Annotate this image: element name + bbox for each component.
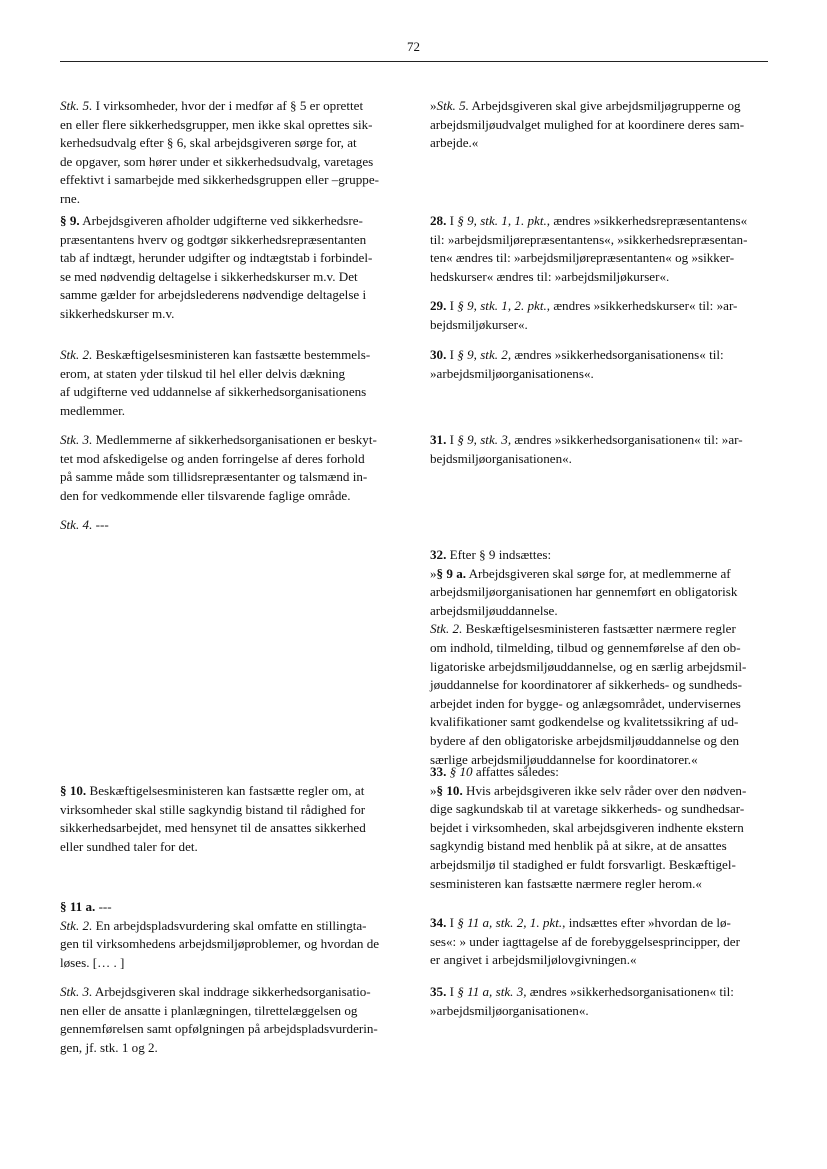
text-fragment: »: [430, 565, 437, 581]
text-line: løses. [… . ]: [60, 954, 125, 970]
text-line: arbejdsmiljøuddannelse.: [430, 602, 558, 618]
amendment-number: 28.: [430, 213, 447, 228]
text-line: , ændres »sikkerhedsrepræsentantens«: [546, 213, 748, 228]
section-reference: § 9, stk. 1, 1. pkt.: [457, 213, 547, 228]
amendment-number: 30.: [430, 347, 447, 362]
text-fragment: I: [446, 915, 458, 930]
left-stk3: [60, 431, 392, 505]
text-line: arbejdsmiljø til stadighed er fuldt forsvarligt. Beskæftigel-: [430, 856, 736, 872]
left-stk4: [60, 516, 392, 535]
right-stk5: [430, 97, 762, 153]
section-reference: § 9, stk. 2,: [457, 347, 512, 362]
text-line: rne.: [60, 190, 80, 206]
text-line: , indsættes efter »hvordan de lø-: [562, 915, 731, 930]
text-line: gen, jf. stk. 1 og 2.: [60, 1039, 158, 1055]
amendment-31: [430, 431, 762, 468]
text-fragment: I: [446, 213, 458, 228]
text-line: Arbejdsgiveren afholder udgifterne ved sikkerhedsre-: [79, 213, 363, 228]
amendment-number: 31.: [430, 432, 447, 447]
amendment-28: [430, 212, 762, 286]
text-line: ændres »sikkerhedsorganisationen« til: »ar-: [511, 432, 743, 447]
text-line: arbejdsmiljøorganisationen har gennemført en obligatorisk: [430, 584, 738, 600]
left-section-10: [60, 782, 392, 856]
left-stk2: [60, 346, 392, 420]
text-line: Hvis arbejdsgiveren ikke selv råder over den nødven-: [462, 782, 747, 798]
section-reference: § 11 a, stk. 2, 1. pkt.: [457, 915, 563, 930]
text-line: »arbejdsmiljøorganisationens«.: [430, 365, 594, 381]
text-line: Beskæftigelsesministeren fastsætter nærmere regler: [462, 621, 736, 637]
left-section-9: [60, 212, 392, 324]
section-heading: § 9.: [60, 213, 80, 228]
text-line: bejdsmiljøorganisationen«.: [430, 450, 572, 466]
text-line: på samme måde som tillidsrepræsentanter og talsmænd in-: [60, 469, 368, 485]
text-line: affattes således:: [472, 764, 559, 779]
text-line: de opgaver, som hører under et sikkerhedsudvalg, varetages: [60, 153, 374, 169]
text-line: Beskæftigelsesministeren kan fastsætte bestemmels-: [92, 347, 371, 362]
text-line: I virksomheder, hvor der i medfør af § 5 er oprettet: [92, 98, 364, 113]
amendment-30: [430, 346, 762, 383]
stk-label: Stk. 2.: [60, 917, 93, 933]
text-fragment: I: [446, 984, 458, 999]
amendment-29: [430, 297, 762, 334]
text-line: til: »arbejdsmiljørepræsentantens«, »sikkerhedsrepræsentan-: [430, 231, 748, 247]
text-line: ses«: » under iagttagelse af de forebyggelsesprincipper, der: [430, 933, 740, 949]
text-line: dige sagkundskab til at varetage sikkerheds- og sundhedsar-: [430, 801, 745, 817]
text-line: om indhold, tilmelding, tilbud og gennemførelse af den ob-: [430, 639, 741, 655]
text-line: nen eller de ansatte i planlægningen, tilrettelæggelsen og: [60, 1002, 358, 1018]
text-line: Arbejdsgiveren skal give arbejdsmiljøgrupperne og: [468, 98, 741, 113]
text-line: ligatoriske arbejdsmiljøuddannelse, og en særlig arbejdsmil-: [430, 658, 747, 674]
text-line: Medlemmerne af sikkerhedsorganisationen er beskyt-: [92, 432, 377, 447]
amendment-number: 32.: [430, 547, 447, 562]
text-line: kerhedsudvalg efter § 6, skal arbejdsgiveren sørge for, at: [60, 135, 357, 151]
text-line: Arbejdsgiveren skal sørge for, at medlemmerne af: [466, 565, 731, 581]
text-line: erom, at staten yder tilskud til hel eller delvis dækning: [60, 365, 346, 381]
amendment-number: 35.: [430, 984, 447, 999]
text-line: af udgifterne ved uddannelse af sikkerhedsorganisationens: [60, 384, 367, 400]
text-line: gennemførelsen samt opfølgningen på arbejdspladsvurderin-: [60, 1021, 378, 1037]
text-line: sagkyndig bistand med henblik på at sikre, at de ansattes: [430, 838, 727, 854]
left-section-11a: [60, 898, 392, 972]
text-line: bejdet i virksomheden, skal arbejdsgiveren indhente ekstern: [430, 819, 744, 835]
text-line: er angivet i arbejdsmiljølovgivningen.«: [430, 952, 637, 968]
stk-label: Stk. 5.: [60, 98, 93, 113]
text-line: medlemmer.: [60, 402, 126, 418]
section-heading: § 10.: [436, 782, 463, 798]
text-fragment: I: [446, 432, 458, 447]
section-reference: § 11 a, stk. 3,: [457, 984, 527, 999]
text-line: særlige arbejdsmiljøuddannelse for koordinatorer.«: [430, 751, 698, 767]
stk-label: Stk. 3.: [60, 984, 93, 999]
stk-label: Stk. 5.: [436, 98, 469, 113]
text-line: ---: [95, 899, 112, 914]
text-line: den for vedkommende eller tilsvarende faglige område.: [60, 487, 351, 503]
amendment-34: [430, 914, 762, 970]
section-heading: § 10.: [60, 783, 87, 798]
amendment-number: 34.: [430, 915, 447, 930]
text-line: arbejdsmiljøudvalget mulighed for at koordinere deres sam-: [430, 116, 745, 132]
stk-label: Stk. 4.: [60, 517, 93, 532]
text-line: , ændres »sikkerhedskurser« til: »ar-: [546, 298, 738, 313]
section-reference: § 9, stk. 3,: [457, 432, 512, 447]
text-line: ---: [92, 517, 109, 532]
text-line: sesministeren kan fastsætte nærmere regler herom.«: [430, 875, 702, 891]
text-line: sikkerhedskurser m.v.: [60, 305, 175, 321]
text-fragment: »: [430, 98, 437, 113]
amendment-number: 29.: [430, 298, 447, 313]
text-line: ten« ændres til: »arbejdsmiljørepræsentanten« og »sikker-: [430, 250, 735, 266]
section-heading: § 11 a.: [60, 899, 96, 914]
text-line: ændres »sikkerhedsorganisationen« til:: [526, 984, 734, 999]
text-line: tet mod afskedigelse og anden forringelse af deres forhold: [60, 450, 365, 466]
text-line: En arbejdspladsvurdering skal omfatte en stillingta-: [92, 917, 367, 933]
text-fragment: I: [446, 347, 458, 362]
text-line: arbejde.«: [430, 135, 479, 151]
text-line: hedskurser« ændres til: »arbejdsmiljøkurser«.: [430, 268, 670, 284]
text-line: eller sundhed taler for det.: [60, 838, 198, 854]
text-line: en eller flere sikkerhedsgrupper, men ikke skal oprettes sik-: [60, 116, 373, 132]
left-stk5: [60, 97, 392, 209]
amendment-number: 33.: [430, 764, 447, 779]
text-line: Beskæftigelsesministeren kan fastsætte regler om, at: [86, 783, 365, 798]
left-stk3-b: [60, 983, 392, 1057]
page-number: 72: [407, 39, 420, 54]
text-line: ændres »sikkerhedsorganisationens« til:: [511, 347, 724, 362]
amendment-33: [430, 763, 762, 893]
section-heading: § 9 a.: [436, 565, 467, 581]
text-line: arbejdet inden for bygge- og anlægsområdet, undervisernes: [430, 695, 741, 711]
stk-label: Stk. 3.: [60, 432, 93, 447]
text-line: jøuddannelse for koordinatorer af sikkerheds- og sundheds-: [430, 677, 742, 693]
text-line: præsentantens hverv og godtgør sikkerhedsrepræsentanten: [60, 231, 367, 247]
text-line: sikkerhedsarbejdet, med hensynet til de ansattes sikkerhed: [60, 820, 366, 836]
header-rule: [60, 61, 768, 62]
amendment-35: [430, 983, 762, 1020]
stk-label: Stk. 2.: [430, 621, 463, 637]
text-line: gen til virksomhedens arbejdsmiljøproblemer, og hvordan de: [60, 936, 380, 952]
text-line: effektivt i samarbejde med sikkerhedsgruppen eller –gruppe-: [60, 172, 379, 188]
section-reference: § 10: [449, 764, 473, 779]
text-line: bejdsmiljøkurser«.: [430, 316, 528, 332]
text-line: tab af indtægt, herunder udgifter og indtægtstab i forbindel-: [60, 250, 373, 266]
text-fragment: I: [446, 298, 458, 313]
text-line: »arbejdsmiljøorganisationen«.: [430, 1002, 589, 1018]
text-line: Efter § 9 indsættes:: [446, 547, 552, 562]
text-line: kvalifikationer samt godkendelse og kvalitetssikring af ud-: [430, 714, 739, 730]
stk-label: Stk. 2.: [60, 347, 93, 362]
section-reference: § 9, stk. 1, 2. pkt.: [457, 298, 547, 313]
text-fragment: »: [430, 782, 437, 798]
text-line: bydere af den obligatoriske arbejdsmiljøuddannelse og den: [430, 732, 740, 748]
amendment-32: [430, 546, 762, 769]
text-line: virksomheder skal stille sagkyndig bistand til rådighed for: [60, 801, 366, 817]
text-line: se med nødvendig deltagelse i sikkerhedskurser m.v. Det: [60, 268, 358, 284]
text-line: Arbejdsgiveren skal inddrage sikkerhedsorganisatio-: [92, 984, 371, 999]
text-line: samme gælder for arbejdslederens nødvendige deltagelse i: [60, 287, 367, 303]
